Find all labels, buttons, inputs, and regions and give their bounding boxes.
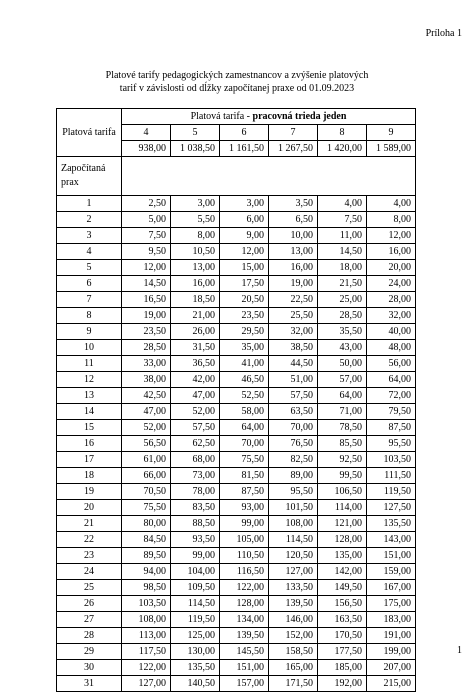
increase-value-cell: 50,00: [318, 356, 367, 372]
increase-value-cell: 143,00: [367, 532, 416, 548]
class-header-bold: pracovná trieda jeden: [252, 110, 347, 122]
practice-year: 11: [57, 356, 122, 372]
increase-value-cell: 108,00: [269, 516, 318, 532]
increase-value-cell: 87,50: [367, 420, 416, 436]
increase-value-cell: 6,00: [220, 212, 269, 228]
base-tariff-cell: 1 589,00: [367, 141, 416, 157]
increase-value-cell: 16,50: [122, 292, 171, 308]
increase-value-cell: 23,50: [220, 308, 269, 324]
practice-year: 3: [57, 228, 122, 244]
table-row: [57, 452, 416, 468]
increase-value-cell: 23,50: [122, 324, 171, 340]
increase-value-cell: 95,50: [269, 484, 318, 500]
increase-value-cell: 38,50: [269, 340, 318, 356]
increase-value-cell: 109,50: [171, 580, 220, 596]
increase-value-cell: 12,00: [367, 228, 416, 244]
table-row: [57, 436, 416, 452]
increase-value-cell: 16,00: [367, 244, 416, 260]
practice-year: 21: [57, 516, 122, 532]
increase-value-cell: 4,00: [318, 196, 367, 212]
practice-year: 6: [57, 276, 122, 292]
practice-year: 12: [57, 372, 122, 388]
practice-year: 8: [57, 308, 122, 324]
increase-value-cell: 19,00: [122, 308, 171, 324]
table-row: [57, 404, 416, 420]
increase-value-cell: 192,00: [318, 676, 367, 692]
practice-label-row: [57, 157, 416, 196]
increase-value-cell: 41,00: [220, 356, 269, 372]
table-row: [57, 372, 416, 388]
increase-value-cell: 101,50: [269, 500, 318, 516]
increase-value-cell: 12,00: [220, 244, 269, 260]
increase-value-cell: 103,50: [122, 596, 171, 612]
practice-year: 7: [57, 292, 122, 308]
increase-value-cell: 15,00: [220, 260, 269, 276]
annex-label: Príloha 1: [425, 28, 462, 39]
title-line-2: tarif v závislosti od dĺžky započítanej praxe od 01.09.2023: [119, 83, 355, 94]
practice-year: 5: [57, 260, 122, 276]
practice-label-spacer: [122, 157, 416, 196]
increase-value-cell: 32,00: [269, 324, 318, 340]
increase-value-cell: 99,00: [220, 516, 269, 532]
increase-value-cell: 42,50: [122, 388, 171, 404]
increase-value-cell: 32,00: [367, 308, 416, 324]
increase-value-cell: 70,00: [269, 420, 318, 436]
increase-value-cell: 31,50: [171, 340, 220, 356]
table-row: [57, 292, 416, 308]
increase-value-cell: 61,00: [122, 452, 171, 468]
practice-year: 2: [57, 212, 122, 228]
increase-value-cell: 92,50: [318, 452, 367, 468]
increase-value-cell: 3,00: [220, 196, 269, 212]
table-row: [57, 228, 416, 244]
increase-value-cell: 28,50: [122, 340, 171, 356]
increase-value-cell: 11,00: [318, 228, 367, 244]
practice-year: 26: [57, 596, 122, 612]
table-row: [57, 580, 416, 596]
table-row: [57, 308, 416, 324]
increase-value-cell: 75,50: [220, 452, 269, 468]
increase-value-cell: 21,00: [171, 308, 220, 324]
practice-year: 14: [57, 404, 122, 420]
increase-value-cell: 152,00: [269, 628, 318, 644]
increase-value-cell: 20,00: [367, 260, 416, 276]
increase-value-cell: 52,00: [171, 404, 220, 420]
increase-value-cell: 89,00: [269, 468, 318, 484]
increase-value-cell: 56,50: [122, 436, 171, 452]
increase-value-cell: 99,50: [318, 468, 367, 484]
increase-value-cell: 85,50: [318, 436, 367, 452]
increase-value-cell: 79,50: [367, 404, 416, 420]
increase-value-cell: 14,50: [122, 276, 171, 292]
increase-value-cell: 75,50: [122, 500, 171, 516]
grade-header: 8: [318, 125, 367, 141]
increase-value-cell: 111,50: [367, 468, 416, 484]
increase-value-cell: 52,00: [122, 420, 171, 436]
increase-value-cell: 84,50: [122, 532, 171, 548]
table-row: [57, 260, 416, 276]
increase-value-cell: 14,50: [318, 244, 367, 260]
increase-value-cell: 95,50: [367, 436, 416, 452]
increase-value-cell: 177,50: [318, 644, 367, 660]
increase-value-cell: 149,50: [318, 580, 367, 596]
increase-value-cell: 57,00: [318, 372, 367, 388]
grade-header: 4: [122, 125, 171, 141]
increase-value-cell: 128,00: [220, 596, 269, 612]
base-tariff-cell: 1 161,50: [220, 141, 269, 157]
table-row: [57, 628, 416, 644]
increase-value-cell: 7,50: [318, 212, 367, 228]
practice-year: 25: [57, 580, 122, 596]
increase-value-cell: 56,00: [367, 356, 416, 372]
increase-value-cell: 78,00: [171, 484, 220, 500]
increase-value-cell: 127,00: [122, 676, 171, 692]
table-row: [57, 484, 416, 500]
increase-value-cell: 185,00: [318, 660, 367, 676]
increase-value-cell: 64,00: [318, 388, 367, 404]
increase-value-cell: 135,50: [171, 660, 220, 676]
increase-value-cell: 6,50: [269, 212, 318, 228]
increase-value-cell: 8,00: [367, 212, 416, 228]
increase-value-cell: 17,50: [220, 276, 269, 292]
increase-value-cell: 5,50: [171, 212, 220, 228]
increase-value-cell: 24,00: [367, 276, 416, 292]
document-title: [0, 69, 474, 95]
increase-value-cell: 113,00: [122, 628, 171, 644]
increase-value-cell: 89,50: [122, 548, 171, 564]
increase-value-cell: 36,50: [171, 356, 220, 372]
increase-value-cell: 13,00: [171, 260, 220, 276]
practice-year: 15: [57, 420, 122, 436]
increase-value-cell: 98,50: [122, 580, 171, 596]
increase-value-cell: 18,50: [171, 292, 220, 308]
increase-value-cell: 25,00: [318, 292, 367, 308]
increase-value-cell: 122,00: [220, 580, 269, 596]
increase-value-cell: 157,00: [220, 676, 269, 692]
increase-value-cell: 40,00: [367, 324, 416, 340]
practice-year: 22: [57, 532, 122, 548]
increase-value-cell: 103,50: [367, 452, 416, 468]
increase-value-cell: 47,00: [171, 388, 220, 404]
table-row: [57, 340, 416, 356]
increase-value-cell: 35,50: [318, 324, 367, 340]
base-tariff-cell: 938,00: [122, 141, 171, 157]
increase-value-cell: 8,00: [171, 228, 220, 244]
page-number: 1: [457, 645, 462, 656]
practice-year: 19: [57, 484, 122, 500]
increase-value-cell: 72,00: [367, 388, 416, 404]
increase-value-cell: 142,00: [318, 564, 367, 580]
increase-value-cell: 44,50: [269, 356, 318, 372]
increase-value-cell: 110,50: [220, 548, 269, 564]
increase-value-cell: 99,00: [171, 548, 220, 564]
increase-value-cell: 57,50: [269, 388, 318, 404]
table-row: [57, 420, 416, 436]
increase-value-cell: 127,00: [269, 564, 318, 580]
increase-value-cell: 38,00: [122, 372, 171, 388]
increase-value-cell: 63,50: [269, 404, 318, 420]
row-header-label: Platová tarifa: [57, 109, 122, 157]
practice-year: 1: [57, 196, 122, 212]
increase-value-cell: 35,00: [220, 340, 269, 356]
practice-year: 4: [57, 244, 122, 260]
base-tariff-cell: 1 420,00: [318, 141, 367, 157]
increase-value-cell: 140,50: [171, 676, 220, 692]
increase-value-cell: 215,00: [367, 676, 416, 692]
table-row: [57, 324, 416, 340]
practice-year: 18: [57, 468, 122, 484]
increase-value-cell: 175,00: [367, 596, 416, 612]
increase-value-cell: 70,00: [220, 436, 269, 452]
practice-year: 20: [57, 500, 122, 516]
increase-value-cell: 51,00: [269, 372, 318, 388]
increase-value-cell: 114,50: [269, 532, 318, 548]
increase-value-cell: 108,00: [122, 612, 171, 628]
increase-value-cell: 114,00: [318, 500, 367, 516]
increase-value-cell: 133,50: [269, 580, 318, 596]
increase-value-cell: 83,50: [171, 500, 220, 516]
increase-value-cell: 207,00: [367, 660, 416, 676]
increase-value-cell: 21,50: [318, 276, 367, 292]
practice-year: 27: [57, 612, 122, 628]
increase-value-cell: 82,50: [269, 452, 318, 468]
increase-value-cell: 119,50: [367, 484, 416, 500]
increase-value-cell: 130,00: [171, 644, 220, 660]
table-row: [57, 516, 416, 532]
increase-value-cell: 57,50: [171, 420, 220, 436]
practice-year: 23: [57, 548, 122, 564]
class-header: [122, 109, 416, 125]
practice-year: 9: [57, 324, 122, 340]
increase-value-cell: 106,50: [318, 484, 367, 500]
increase-value-cell: 9,50: [122, 244, 171, 260]
table-row: [57, 500, 416, 516]
increase-value-cell: 156,50: [318, 596, 367, 612]
increase-value-cell: 151,00: [367, 548, 416, 564]
practice-year: 29: [57, 644, 122, 660]
table-row: [57, 548, 416, 564]
increase-value-cell: 16,00: [171, 276, 220, 292]
title-line-1: Platové tarify pedagogických zamestnancov a zvýšenie platových: [105, 70, 369, 81]
increase-value-cell: 28,00: [367, 292, 416, 308]
increase-value-cell: 48,00: [367, 340, 416, 356]
increase-value-cell: 7,50: [122, 228, 171, 244]
table-row: [57, 356, 416, 372]
increase-value-cell: 76,50: [269, 436, 318, 452]
increase-value-cell: 19,00: [269, 276, 318, 292]
increase-value-cell: 64,00: [367, 372, 416, 388]
increase-value-cell: 158,50: [269, 644, 318, 660]
increase-value-cell: 80,00: [122, 516, 171, 532]
table-row: [57, 468, 416, 484]
increase-value-cell: 2,50: [122, 196, 171, 212]
header-row-class: [57, 109, 416, 125]
increase-value-cell: 28,50: [318, 308, 367, 324]
increase-value-cell: 52,50: [220, 388, 269, 404]
increase-value-cell: 127,50: [367, 500, 416, 516]
increase-value-cell: 10,00: [269, 228, 318, 244]
increase-value-cell: 146,00: [269, 612, 318, 628]
grade-header: 6: [220, 125, 269, 141]
increase-value-cell: 94,00: [122, 564, 171, 580]
increase-value-cell: 88,50: [171, 516, 220, 532]
base-tariff-cell: 1 038,50: [171, 141, 220, 157]
increase-value-cell: 170,50: [318, 628, 367, 644]
increase-value-cell: 105,00: [220, 532, 269, 548]
increase-value-cell: 119,50: [171, 612, 220, 628]
increase-value-cell: 22,50: [269, 292, 318, 308]
increase-value-cell: 13,00: [269, 244, 318, 260]
increase-value-cell: 165,00: [269, 660, 318, 676]
practice-year: 28: [57, 628, 122, 644]
increase-value-cell: 114,50: [171, 596, 220, 612]
increase-value-cell: 70,50: [122, 484, 171, 500]
increase-value-cell: 43,00: [318, 340, 367, 356]
increase-value-cell: 3,00: [171, 196, 220, 212]
increase-value-cell: 139,50: [269, 596, 318, 612]
increase-value-cell: 104,00: [171, 564, 220, 580]
table-row: [57, 596, 416, 612]
class-header-prefix: Platová tarifa -: [190, 110, 253, 122]
increase-value-cell: 125,00: [171, 628, 220, 644]
practice-label: Započítaná prax: [57, 157, 122, 196]
increase-value-cell: 9,00: [220, 228, 269, 244]
table-row: [57, 244, 416, 260]
increase-value-cell: 20,50: [220, 292, 269, 308]
increase-value-cell: 93,50: [171, 532, 220, 548]
grade-header: 7: [269, 125, 318, 141]
increase-value-cell: 117,50: [122, 644, 171, 660]
grade-header: 9: [367, 125, 416, 141]
increase-value-cell: 163,50: [318, 612, 367, 628]
practice-year: 16: [57, 436, 122, 452]
practice-year: 13: [57, 388, 122, 404]
increase-value-cell: 12,00: [122, 260, 171, 276]
increase-value-cell: 116,50: [220, 564, 269, 580]
increase-value-cell: 5,00: [122, 212, 171, 228]
increase-value-cell: 135,00: [318, 548, 367, 564]
increase-value-cell: 134,00: [220, 612, 269, 628]
increase-value-cell: 120,50: [269, 548, 318, 564]
practice-year: 17: [57, 452, 122, 468]
table-row: [57, 388, 416, 404]
practice-year: 30: [57, 660, 122, 676]
increase-value-cell: 47,00: [122, 404, 171, 420]
increase-value-cell: 159,00: [367, 564, 416, 580]
increase-value-cell: 128,00: [318, 532, 367, 548]
increase-value-cell: 58,00: [220, 404, 269, 420]
increase-value-cell: 167,00: [367, 580, 416, 596]
table-row: [57, 532, 416, 548]
table-row: [57, 644, 416, 660]
increase-value-cell: 10,50: [171, 244, 220, 260]
increase-value-cell: 62,50: [171, 436, 220, 452]
table-row: [57, 676, 416, 692]
increase-value-cell: 81,50: [220, 468, 269, 484]
increase-value-cell: 183,00: [367, 612, 416, 628]
increase-value-cell: 122,00: [122, 660, 171, 676]
practice-year: 24: [57, 564, 122, 580]
table-row: [57, 212, 416, 228]
increase-value-cell: 199,00: [367, 644, 416, 660]
increase-value-cell: 29,50: [220, 324, 269, 340]
increase-value-cell: 139,50: [220, 628, 269, 644]
table-row: [57, 564, 416, 580]
increase-value-cell: 42,00: [171, 372, 220, 388]
increase-value-cell: 87,50: [220, 484, 269, 500]
increase-value-cell: 25,50: [269, 308, 318, 324]
increase-value-cell: 151,00: [220, 660, 269, 676]
increase-value-cell: 121,00: [318, 516, 367, 532]
increase-value-cell: 33,00: [122, 356, 171, 372]
increase-value-cell: 73,00: [171, 468, 220, 484]
increase-value-cell: 71,00: [318, 404, 367, 420]
practice-year: 10: [57, 340, 122, 356]
increase-value-cell: 4,00: [367, 196, 416, 212]
table-row: [57, 612, 416, 628]
practice-year: 31: [57, 676, 122, 692]
tariff-table: [56, 108, 416, 692]
increase-value-cell: 78,50: [318, 420, 367, 436]
table-row: [57, 196, 416, 212]
increase-value-cell: 68,00: [171, 452, 220, 468]
base-tariff-cell: 1 267,50: [269, 141, 318, 157]
increase-value-cell: 145,50: [220, 644, 269, 660]
increase-value-cell: 191,00: [367, 628, 416, 644]
increase-value-cell: 26,00: [171, 324, 220, 340]
increase-value-cell: 171,50: [269, 676, 318, 692]
increase-value-cell: 93,00: [220, 500, 269, 516]
increase-value-cell: 3,50: [269, 196, 318, 212]
table-row: [57, 276, 416, 292]
increase-value-cell: 64,00: [220, 420, 269, 436]
increase-value-cell: 46,50: [220, 372, 269, 388]
grade-header: 5: [171, 125, 220, 141]
increase-value-cell: 135,50: [367, 516, 416, 532]
increase-value-cell: 16,00: [269, 260, 318, 276]
increase-value-cell: 18,00: [318, 260, 367, 276]
increase-value-cell: 66,00: [122, 468, 171, 484]
table-row: [57, 660, 416, 676]
